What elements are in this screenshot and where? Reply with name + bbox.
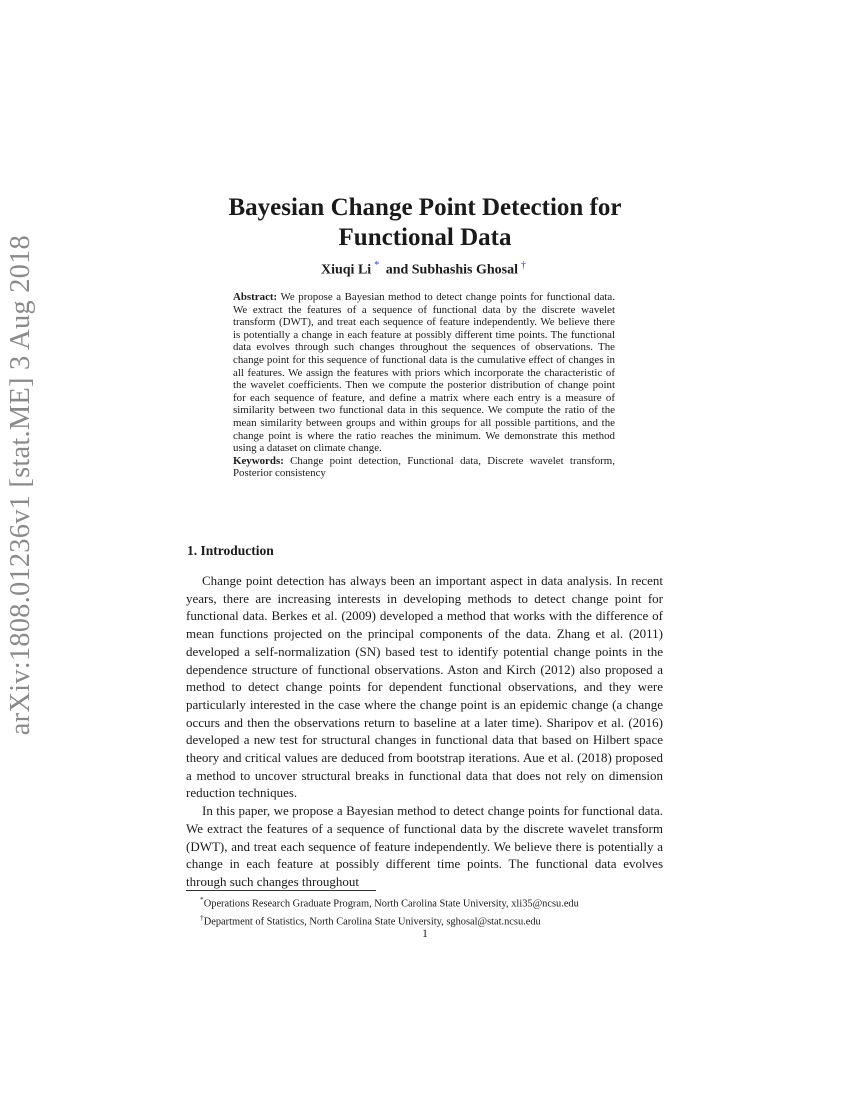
author-list bbox=[140, 260, 710, 279]
keywords-label: Keywords: bbox=[233, 454, 284, 467]
footnote-divider bbox=[186, 890, 376, 891]
section-heading-introduction: 1. Introduction bbox=[187, 543, 274, 558]
author-second: Subhashis Ghosal bbox=[411, 262, 518, 278]
abstract-text: We propose a Bayesian method to detect change points for functional data. We extract the features of a sequence of functional data by the discrete wavelet transform (DWT), and treat each sequence of feature independently. We believe there is potentially a change in each feature at possibly different time points. The functional data evolves through such changes throughout the sequences of observations. The change point for this sequence of functional data is the cumulative effect of changes in all features. We assign the features with priors which incorporate the characteristic of the wavelet coefficients. Then we compute the posterior distribution of change point for each sequence of feature, and define a matrix where each entry is a measure of similarity between two functional data in this sequence. We compute the ratio of the mean similarity between groups and within groups for all possible partitions, and the change point is where the ratio reaches the minimum. We demonstrate this method using a dataset on climate change. bbox=[233, 291, 615, 455]
keywords-text: Change point detection, Functional data, Discrete wavelet transform, Posterior consistency bbox=[233, 454, 615, 480]
abstract-paragraph bbox=[233, 291, 615, 455]
footnote-mark: * bbox=[200, 895, 204, 904]
author-first-footnote-mark[interactable]: * bbox=[374, 260, 380, 271]
abstract-block bbox=[233, 291, 615, 480]
arxiv-identifier[interactable]: arXiv:1808.01236v1 [stat.ME] 3 Aug 2018 bbox=[5, 234, 36, 736]
footnote-item bbox=[200, 911, 670, 929]
body-paragraph: In this paper, we propose a Bayesian method to detect change points for functional data. We extract the features of a sequence of functional data by the discrete wavelet transform (DWT), and treat each sequence of feature independently. We believe there is potentially a change in each feature at possibly different time points. The functional data evolves through such changes throughout bbox=[186, 803, 663, 889]
body-paragraph: Change point detection has always been an important aspect in data analysis. In recent years, there are increasing interests in developing methods to detect change point for functional data. Berkes et al. (2009) developed a method that works with the difference of mean functions projected on the principal components of the data. Zhang et al. (2011) developed a self-normalization (SN) based test to identify potential change points in the dependence structure of functional observations. Aston and Kirch (2012) also proposed a method to detect change points for dependent functional observations, and they were particularly interested in the case where the change point is an epidemic change (a change occurs and then the observations return to baseline at a later time). Sharipov et al. (2016) developed a new test for structural changes in functional data that based on Hilbert space theory and critical values are deduced from bootstrap iterations. Aue et al. (2018) proposed a method to uncover structural breaks in functional data that does not rely on dimension reduction techniques. bbox=[186, 573, 663, 801]
author-first: Xiuqi Li bbox=[320, 262, 372, 278]
footnotes bbox=[200, 893, 670, 929]
footnote-item bbox=[200, 893, 670, 911]
introduction-body bbox=[186, 572, 663, 891]
title-line-1: Bayesian Change Point Detection for bbox=[228, 194, 622, 221]
title-line-2: Functional Data bbox=[338, 224, 512, 251]
author-conjunction: and bbox=[385, 262, 409, 278]
footnote-text: Operations Research Graduate Program, North Carolina State University, xli35@ncsu.edu bbox=[203, 898, 579, 910]
footnote-text: Department of Statistics, North Carolina State University, sghosal@stat.ncsu.edu bbox=[203, 916, 541, 928]
footnote-mark: † bbox=[200, 912, 204, 922]
author-second-footnote-mark[interactable]: † bbox=[521, 260, 526, 271]
arxiv-sidebar-stamp bbox=[0, 234, 44, 736]
keywords-paragraph bbox=[233, 455, 615, 480]
abstract-label: Abstract: bbox=[233, 291, 278, 303]
paper-title bbox=[140, 193, 710, 253]
page-number: 1 bbox=[422, 928, 428, 940]
